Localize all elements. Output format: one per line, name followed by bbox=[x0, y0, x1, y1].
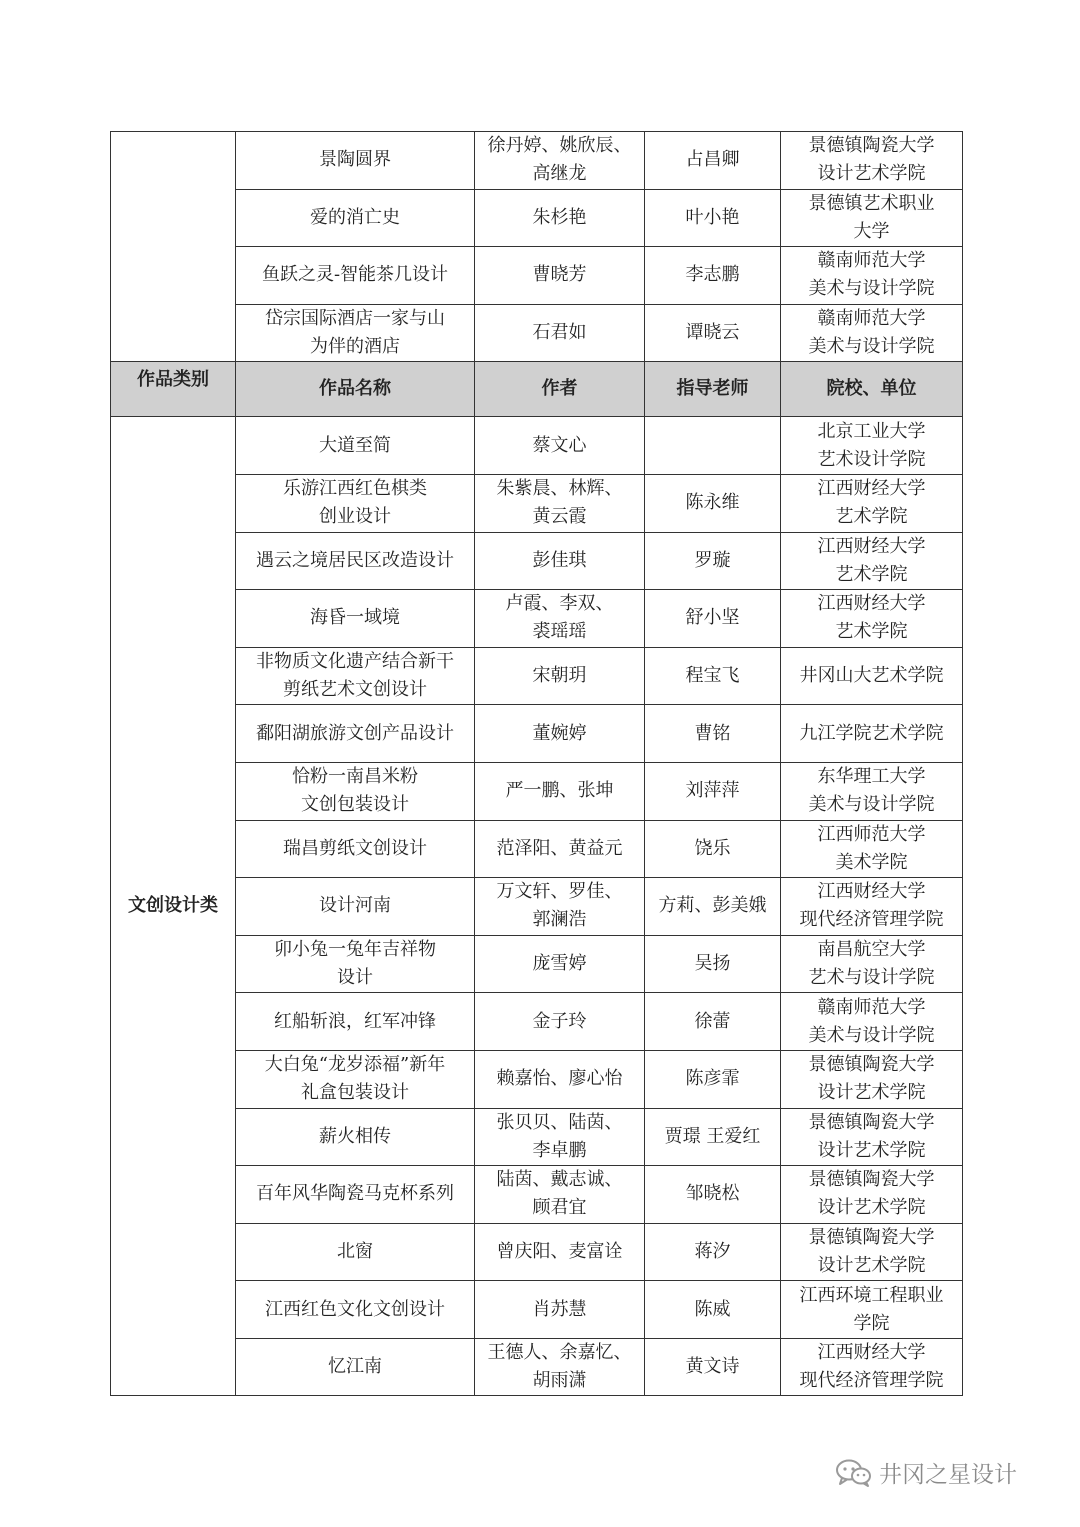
work-author: 赖嘉怡、廖心怡 bbox=[475, 1050, 645, 1108]
work-author: 石君如 bbox=[475, 304, 645, 362]
work-school: 南昌航空大学 艺术与设计学院 bbox=[781, 935, 963, 993]
work-author: 朱杉艳 bbox=[475, 189, 645, 247]
watermark-text: 井冈之星设计 bbox=[879, 1462, 1017, 1488]
work-advisor: 吴扬 bbox=[645, 935, 781, 993]
work-school: 江西财经大学 艺术学院 bbox=[781, 474, 963, 532]
work-author: 徐丹婷、姚欣辰、 高继龙 bbox=[475, 132, 645, 190]
work-school: 景德镇陶瓷大学 设计艺术学院 bbox=[781, 1166, 963, 1224]
work-advisor: 贾璟 王爱红 bbox=[645, 1108, 781, 1166]
work-title: 乐游江西红色棋类 创业设计 bbox=[236, 474, 475, 532]
category-cell: 文创设计类 bbox=[111, 417, 236, 1396]
table-row bbox=[111, 132, 963, 190]
table-row bbox=[111, 647, 963, 705]
work-advisor: 舒小坚 bbox=[645, 590, 781, 648]
work-school: 江西财经大学 艺术学院 bbox=[781, 532, 963, 590]
work-school: 东华理工大学 美术与设计学院 bbox=[781, 762, 963, 820]
work-school: 赣南师范大学 美术与设计学院 bbox=[781, 247, 963, 305]
work-school: 江西财经大学 艺术学院 bbox=[781, 590, 963, 648]
table-row bbox=[111, 878, 963, 936]
work-title: 设计河南 bbox=[236, 878, 475, 936]
table-row bbox=[111, 705, 963, 763]
work-advisor: 曹铭 bbox=[645, 705, 781, 763]
table-row bbox=[111, 820, 963, 878]
work-advisor: 蒋汐 bbox=[645, 1223, 781, 1281]
work-advisor: 陈永维 bbox=[645, 474, 781, 532]
table-row bbox=[111, 1108, 963, 1166]
table-row bbox=[111, 474, 963, 532]
work-title: 岱宗国际酒店一家与山 为伴的酒店 bbox=[236, 304, 475, 362]
work-author: 肖苏慧 bbox=[475, 1281, 645, 1339]
work-advisor: 罗璇 bbox=[645, 532, 781, 590]
table-row bbox=[111, 590, 963, 648]
work-author: 严一鹏、张坤 bbox=[475, 762, 645, 820]
work-title: 鱼跃之灵-智能茶几设计 bbox=[236, 247, 475, 305]
work-advisor: 陈威 bbox=[645, 1281, 781, 1339]
work-title: 爱的消亡史 bbox=[236, 189, 475, 247]
work-advisor: 叶小艳 bbox=[645, 189, 781, 247]
work-school: 江西财经大学 现代经济管理学院 bbox=[781, 878, 963, 936]
header-advisor: 指导老师 bbox=[645, 362, 781, 417]
work-title: 卯小兔一兔年吉祥物 设计 bbox=[236, 935, 475, 993]
work-title: 非物质文化遗产结合新干 剪纸艺术文创设计 bbox=[236, 647, 475, 705]
work-advisor: 刘萍萍 bbox=[645, 762, 781, 820]
work-author: 董婉婷 bbox=[475, 705, 645, 763]
work-advisor: 黄文诗 bbox=[645, 1338, 781, 1396]
table-row bbox=[111, 993, 963, 1051]
work-author: 张贝贝、陆茵、 李卓鹏 bbox=[475, 1108, 645, 1166]
table-row bbox=[111, 1281, 963, 1339]
work-title: 北窗 bbox=[236, 1223, 475, 1281]
work-advisor: 饶乐 bbox=[645, 820, 781, 878]
work-school: 北京工业大学 艺术设计学院 bbox=[781, 417, 963, 475]
work-title: 鄱阳湖旅游文创产品设计 bbox=[236, 705, 475, 763]
work-author: 彭佳琪 bbox=[475, 532, 645, 590]
work-school: 景德镇陶瓷大学 设计艺术学院 bbox=[781, 1223, 963, 1281]
table-row bbox=[111, 417, 963, 475]
header-title: 作品名称 bbox=[236, 362, 475, 417]
work-school: 景德镇艺术职业 大学 bbox=[781, 189, 963, 247]
header-author: 作者 bbox=[475, 362, 645, 417]
work-title: 江西红色文化文创设计 bbox=[236, 1281, 475, 1339]
table-row bbox=[111, 1338, 963, 1396]
work-author: 曹晓芳 bbox=[475, 247, 645, 305]
work-advisor: 邹晓松 bbox=[645, 1166, 781, 1224]
previous-category-cell bbox=[111, 132, 236, 362]
work-title: 大道至简 bbox=[236, 417, 475, 475]
table-row bbox=[111, 935, 963, 993]
table-row bbox=[111, 532, 963, 590]
work-title: 薪火相传 bbox=[236, 1108, 475, 1166]
work-advisor: 占昌卿 bbox=[645, 132, 781, 190]
table-row bbox=[111, 1050, 963, 1108]
table-row bbox=[111, 247, 963, 305]
table-header-row bbox=[111, 362, 963, 417]
work-author: 蔡文心 bbox=[475, 417, 645, 475]
work-advisor: 方莉、彭美娥 bbox=[645, 878, 781, 936]
header-category: 作品类别 bbox=[111, 362, 236, 417]
work-author: 万文轩、罗佳、 郭澜浩 bbox=[475, 878, 645, 936]
work-advisor: 程宝飞 bbox=[645, 647, 781, 705]
work-school: 江西财经大学 现代经济管理学院 bbox=[781, 1338, 963, 1396]
work-author: 朱紫晨、林辉、 黄云霞 bbox=[475, 474, 645, 532]
work-school: 九江学院艺术学院 bbox=[781, 705, 963, 763]
work-advisor: 李志鹏 bbox=[645, 247, 781, 305]
work-title: 大白兔“龙岁添福”新年 礼盒包装设计 bbox=[236, 1050, 475, 1108]
wechat-icon bbox=[835, 1458, 873, 1488]
table-row bbox=[111, 189, 963, 247]
table-row bbox=[111, 1166, 963, 1224]
work-advisor bbox=[645, 417, 781, 475]
work-author: 陆茵、戴志诚、 顾君宜 bbox=[475, 1166, 645, 1224]
work-author: 金子玲 bbox=[475, 993, 645, 1051]
work-school: 江西师范大学 美术学院 bbox=[781, 820, 963, 878]
awards-table bbox=[110, 131, 963, 1396]
work-school: 井冈山大艺术学院 bbox=[781, 647, 963, 705]
work-author: 庞雪婷 bbox=[475, 935, 645, 993]
work-title: 遇云之境居民区改造设计 bbox=[236, 532, 475, 590]
work-author: 王德人、余嘉忆、 胡雨潇 bbox=[475, 1338, 645, 1396]
work-school: 赣南师范大学 美术与设计学院 bbox=[781, 993, 963, 1051]
work-advisor: 徐蕾 bbox=[645, 993, 781, 1051]
work-advisor: 谭晓云 bbox=[645, 304, 781, 362]
work-title: 恰粉一南昌米粉 文创包装设计 bbox=[236, 762, 475, 820]
work-title: 百年风华陶瓷马克杯系列 bbox=[236, 1166, 475, 1224]
work-title: 海昏一域境 bbox=[236, 590, 475, 648]
work-title: 红船斩浪，红军冲锋 bbox=[236, 993, 475, 1051]
work-author: 曾庆阳、麦富诠 bbox=[475, 1223, 645, 1281]
work-title: 瑞昌剪纸文创设计 bbox=[236, 820, 475, 878]
table-row bbox=[111, 1223, 963, 1281]
work-title: 忆江南 bbox=[236, 1338, 475, 1396]
watermark bbox=[835, 1456, 1017, 1489]
table-row bbox=[111, 304, 963, 362]
table-body bbox=[111, 132, 963, 1396]
work-school: 景德镇陶瓷大学 设计艺术学院 bbox=[781, 1108, 963, 1166]
work-school: 景德镇陶瓷大学 设计艺术学院 bbox=[781, 132, 963, 190]
header-school: 院校、单位 bbox=[781, 362, 963, 417]
work-title: 景陶圆界 bbox=[236, 132, 475, 190]
work-author: 卢霞、李双、 裘瑶瑶 bbox=[475, 590, 645, 648]
work-author: 宋朝玥 bbox=[475, 647, 645, 705]
work-school: 赣南师范大学 美术与设计学院 bbox=[781, 304, 963, 362]
table-row bbox=[111, 762, 963, 820]
work-author: 范泽阳、黄益元 bbox=[475, 820, 645, 878]
work-advisor: 陈彦霏 bbox=[645, 1050, 781, 1108]
work-school: 景德镇陶瓷大学 设计艺术学院 bbox=[781, 1050, 963, 1108]
work-school: 江西环境工程职业 学院 bbox=[781, 1281, 963, 1339]
